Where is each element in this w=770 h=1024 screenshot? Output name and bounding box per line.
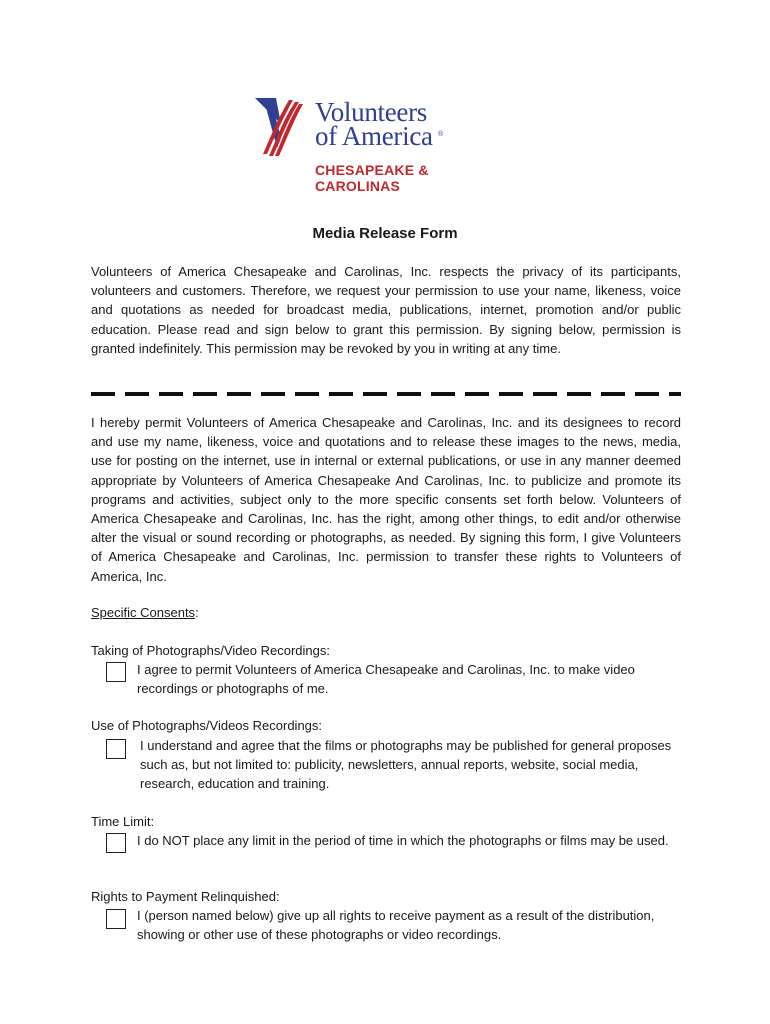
consent-3-checkbox[interactable] (106, 833, 126, 853)
logo-line-1: Volunteers (315, 97, 427, 127)
consent-2-checkbox[interactable] (106, 739, 126, 759)
consent-4-text: I (person named below) give up all rights to receive payment as a result of the distribution, showing or other use of these photographs or video recordings. (137, 908, 655, 942)
logo-registered-mark: ® (438, 131, 444, 138)
specific-consents-colon: : (195, 605, 199, 620)
specific-consents-label: Specific Consents (91, 605, 196, 620)
dashed-divider (91, 391, 681, 397)
logo-region: CHESAPEAKE & CAROLINAS (315, 162, 429, 194)
voa-logo (255, 96, 515, 194)
consent-4-checkbox[interactable] (106, 909, 126, 929)
specific-consents-heading (91, 603, 199, 622)
logo-line-2: of America (315, 121, 433, 151)
permission-paragraph: I hereby permit Volunteers of America Chesapeake and Carolinas, Inc. and its designees to record and use my name, likeness, voice and quotations and to release these images to the news, media, use for posting on the internet, use in internal or external publications, or use in any manner deemed appropriate by Volunteers of America Chesapeake And Carolinas, Inc. to publicize and promote its programs and activities, subject only to the more specific consents set forth below. Volunteers of America Chesapeake and Carolinas, Inc. has the right, among other things, to edit and/or otherwise alter the visual or sound recording or photographs, as needed. By signing this form, I give Volunteers of America Chesapeake and Carolinas, Inc. permission to transfer these rights to Volunteers of America, Inc. (91, 415, 681, 584)
consent-2-heading: Use of Photographs/Videos Recordings: (91, 718, 323, 733)
consent-1-heading: Taking of Photographs/Video Recordings: (91, 643, 330, 658)
voa-chevron-icon (255, 98, 305, 156)
consent-3-heading: Time Limit: (91, 814, 155, 829)
consent-3-text: I do NOT place any limit in the period of time in which the photographs or films may be used. (137, 833, 669, 848)
consent-2-text: I understand and agree that the films or photographs may be published for general proposes such as, but not limited to: publicity, newsletters, annual reports, website, social media, research, education and training. (140, 738, 672, 791)
consent-1-text: I agree to permit Volunteers of America Chesapeake and Carolinas, Inc. to make video recordings or photographs of me. (137, 662, 635, 696)
intro-paragraph: Volunteers of America Chesapeake and Carolinas, Inc. respects the privacy of its participants, volunteers and customers. Therefore, we request your permission to use your name, likeness, voice and quotations as needed for broadcast media, publications, internet, promotion and/or public education. Please read and sign below to grant this permission. By signing below, permission is granted indefinitely. This permission may be revoked by you in writing at any time. (91, 264, 681, 356)
consent-1-checkbox[interactable] (106, 662, 126, 682)
consent-4-heading: Rights to Payment Relinquished: (91, 889, 280, 904)
document-title: Media Release Form (312, 225, 458, 242)
